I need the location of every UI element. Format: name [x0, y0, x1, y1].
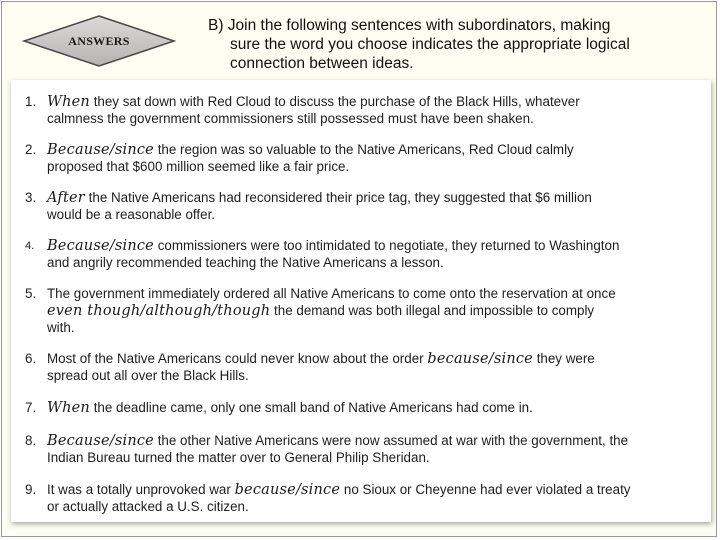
item-number: 4. — [25, 240, 35, 252]
item-line — [47, 94, 580, 110]
answers-panel — [11, 80, 711, 522]
title-line-3: connection between ideas. — [230, 55, 414, 72]
item-number: 7. — [25, 400, 37, 415]
item-line — [47, 433, 628, 449]
slide — [1, 1, 717, 537]
item-number: 2. — [25, 142, 37, 157]
sentence-text: the demand was both illegal and impossible to comply — [270, 303, 595, 318]
sentence-text: the deadline came, only one small band of Native Americans had come in. — [89, 400, 533, 415]
item-number: 1. — [25, 94, 37, 109]
item-line — [47, 482, 630, 498]
answers-badge — [22, 14, 176, 68]
item-number: 8. — [25, 433, 37, 448]
handwritten-answer: When — [47, 400, 90, 416]
handwritten-answer: Because/since — [47, 433, 154, 449]
item-number: 5. — [25, 286, 37, 301]
answers-badge-label: ANSWERS — [68, 34, 130, 48]
sentence-text: the other Native Americans were now assumed at war with the government, the — [153, 433, 629, 448]
sentence-text: calmness the government commissioners still possessed must have been shaken. — [47, 111, 534, 126]
sentence-text: and angrily recommended teaching the Native Americans a lesson. — [47, 255, 444, 270]
sentence-text: Indian Bureau turned the matter over to General Philip Sheridan. — [47, 450, 430, 465]
handwritten-answer: When — [47, 94, 90, 110]
handwritten-answer: After — [47, 190, 85, 206]
sentence-text: they sat down with Red Cloud to discuss the purchase of the Black Hills, whatever — [89, 94, 580, 109]
sentence-text: or actually attacked a U.S. citizen. — [47, 499, 249, 514]
sentence-text: commissioners were too intimidated to negotiate, they returned to Washington — [153, 238, 620, 253]
handwritten-answer: Because/since — [47, 142, 154, 158]
sentence-text: It was a totally unprovoked war — [47, 482, 235, 497]
sentence-text: they were — [532, 351, 595, 366]
item-number: 3. — [25, 190, 37, 205]
handwritten-answer: because/since — [234, 482, 341, 498]
sentence-text: with. — [47, 320, 75, 335]
title-line-1: B) Join the following sentences with subordinators, making — [208, 17, 611, 34]
handwritten-answer: even though/although/though — [47, 303, 271, 319]
item-number: 9. — [25, 482, 37, 497]
sentence-text: no Sioux or Cheyenne had ever violated a treaty — [340, 482, 631, 497]
sentence-text: spread out all over the Black Hills. — [47, 368, 249, 383]
sentence-text: the Native Americans had reconsidered their price tag, they suggested that $6 million — [84, 190, 592, 205]
handwritten-answer: Because/since — [47, 238, 154, 254]
sentence-text: the region was so valuable to the Native Americans, Red Cloud calmly — [153, 142, 574, 157]
item-line — [47, 351, 595, 367]
item-line — [47, 400, 533, 416]
item-line — [47, 142, 574, 158]
sentence-text: The government immediately ordered all Native Americans to come onto the reservation at once — [47, 286, 616, 301]
item-line — [47, 303, 594, 319]
sentence-text: proposed that $600 million seemed like a fair price. — [47, 159, 350, 174]
sentence-text: Most of the Native Americans could never know about the order — [47, 351, 428, 366]
page-title — [208, 16, 708, 73]
title-line-2: sure the word you choose indicates the appropriate logical — [230, 36, 630, 53]
handwritten-answer: because/since — [427, 351, 533, 367]
sentence-text: would be a reasonable offer. — [47, 207, 216, 222]
item-line — [47, 238, 619, 254]
item-number: 6. — [25, 351, 37, 366]
item-line — [47, 190, 592, 206]
